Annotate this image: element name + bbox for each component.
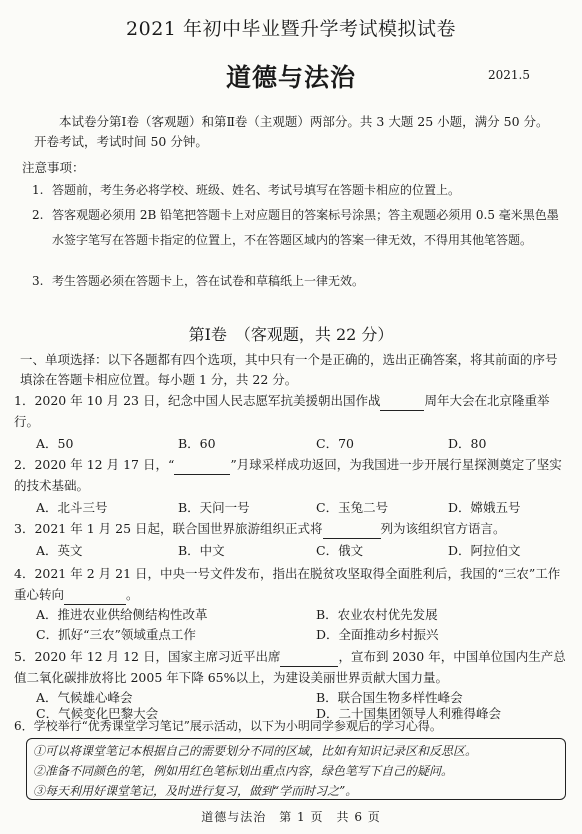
answer-blank: [280, 652, 338, 667]
question-4: [14, 563, 569, 605]
note-text: 答客观题必须用 2B 铅笔把答题卡上对应题目的答案标号涂黑；答主观题必须用 0.5 毫米黑色墨水签字笔写在答题卡指定的位置上，不在答题区域内的答案一律无效，不得用其他笔答题。: [52, 208, 559, 247]
option-a: A．英文: [36, 543, 83, 558]
question-6: [14, 716, 569, 736]
note-item: [32, 269, 562, 294]
question-2: [14, 454, 569, 496]
note-line: ③每天利用好课堂笔记，及时进行复习，做到“学而时习之”。: [33, 784, 358, 798]
options-row: [36, 541, 576, 561]
option-d: D．阿拉伯文: [448, 543, 521, 558]
note-number: 3.: [32, 274, 44, 288]
options-row: [36, 498, 576, 518]
option-d: D．80: [448, 436, 487, 451]
option-b: B．天问一号: [178, 500, 250, 515]
answer-blank: [64, 590, 126, 605]
option-b: B．中文: [178, 543, 225, 558]
note-number: 2.: [32, 208, 44, 222]
note-text: 答题前，考生务必将学校、班级、姓名、考试号填写在答题卡相应的位置上。: [52, 183, 461, 197]
question-1: [14, 390, 569, 432]
question-3: [14, 518, 569, 539]
question-stem: ，宣布到 2030 年，中国单位国内生产总值二氧化碳排放将比 2005 年下降 65%以上，为建设美丽世界贡献大国力量。: [14, 649, 566, 685]
option-c: C．玉兔二号: [316, 500, 389, 515]
note-line: ②准备不同颜色的笔，例如用红色笔标划出重点内容，绿色笔写下自己的疑问。: [33, 764, 454, 778]
section-instruction: 一、单项选择：以下各题都有四个选项，其中只有一个是正确的，选出正确答案，将其前面的序号填涂在答题卡相应位置。每小题 1 分，共 22 分。: [20, 352, 558, 387]
option-c: C．抓好“三农”领域重点工作: [36, 627, 196, 642]
question-stem: 6．学校举行“优秀课堂学习笔记”展示活动，以下为小明同学参观后的学习心得。: [14, 719, 442, 733]
exam-intro: 本试卷分第Ⅰ卷（客观题）和第Ⅱ卷（主观题）两部分。共 3 大题 25 小题，满分 50 分。开卷考试，考试时间 50 分钟。: [34, 114, 549, 149]
options-row: [36, 667, 576, 687]
answer-blank: [323, 524, 381, 539]
note-line: ①可以将课堂笔记本根据自己的需要划分不同的区域，比如有知识记录区和反思区。: [33, 744, 478, 758]
answer-blank: [174, 460, 230, 475]
note-text: 考生答题必须在答题卡上，答在试卷和草稿纸上一律无效。: [52, 274, 365, 288]
study-notes-box: [26, 738, 566, 800]
option-b: B．农业农村优先发展: [316, 607, 438, 622]
option-d: D．嫦娥五号: [448, 500, 521, 515]
question-stem: 2．2020 年 12 月 17 日，“: [14, 457, 175, 472]
option-a: A．50: [36, 436, 74, 451]
note-item: [32, 178, 562, 203]
page-footer: 道德与法治 第 1 页 共 6 页: [201, 810, 381, 824]
question-stem: 周年大会在北京隆重举行。: [14, 393, 550, 429]
option-a: A．推进农业供给侧结构性改革: [36, 607, 208, 622]
option-b: B．联合国生物多样性峰会: [316, 690, 463, 705]
option-a: A．北斗三号: [36, 500, 108, 515]
question-stem: 3．2021 年 1 月 25 日起，联合国世界旅游组织正式将: [14, 521, 323, 536]
note-item: [32, 203, 562, 253]
exam-title: 2021 年初中毕业暨升学考试模拟试卷: [126, 18, 456, 40]
answer-blank: [380, 396, 424, 411]
question-stem: 5．2020 年 12 月 12 日，国家主席习近平出席: [14, 649, 281, 664]
note-number: 1.: [32, 183, 44, 197]
option-d: D．二十国集团领导人利雅得峰会: [316, 706, 502, 721]
options-row: [36, 625, 576, 645]
question-stem: 。: [126, 587, 139, 602]
options-row: [36, 434, 576, 454]
option-c: C．气候变化巴黎大会: [36, 706, 159, 721]
subject-title: 道德与法治: [225, 63, 356, 92]
option-b: B．60: [178, 436, 216, 451]
question-stem: 列为该组织官方语言。: [380, 521, 506, 536]
options-row: [36, 605, 576, 625]
option-a: A．气候雄心峰会: [36, 690, 133, 705]
question-stem: 1．2020 年 10 月 23 日，纪念中国人民志愿军抗美援朝出国作战: [14, 393, 381, 408]
option-c: C．俄文: [316, 543, 364, 558]
option-c: C．70: [316, 436, 354, 451]
question-stem: ”月球采样成功返回，为我国进一步开展行星探测奠定了坚实的技术基础。: [14, 457, 562, 493]
section-title: 第Ⅰ卷 （客观题，共 22 分）: [188, 325, 394, 344]
question-stem: 4．2021 年 2 月 21 日，中央一号文件发布，指出在脱贫攻坚取得全面胜利后，我国的“三农”工作重心转向: [14, 566, 561, 602]
exam-date: 2021.5: [488, 68, 530, 82]
notes-heading: 注意事项：: [22, 160, 85, 175]
option-d: D．全面推动乡村振兴: [316, 627, 439, 642]
